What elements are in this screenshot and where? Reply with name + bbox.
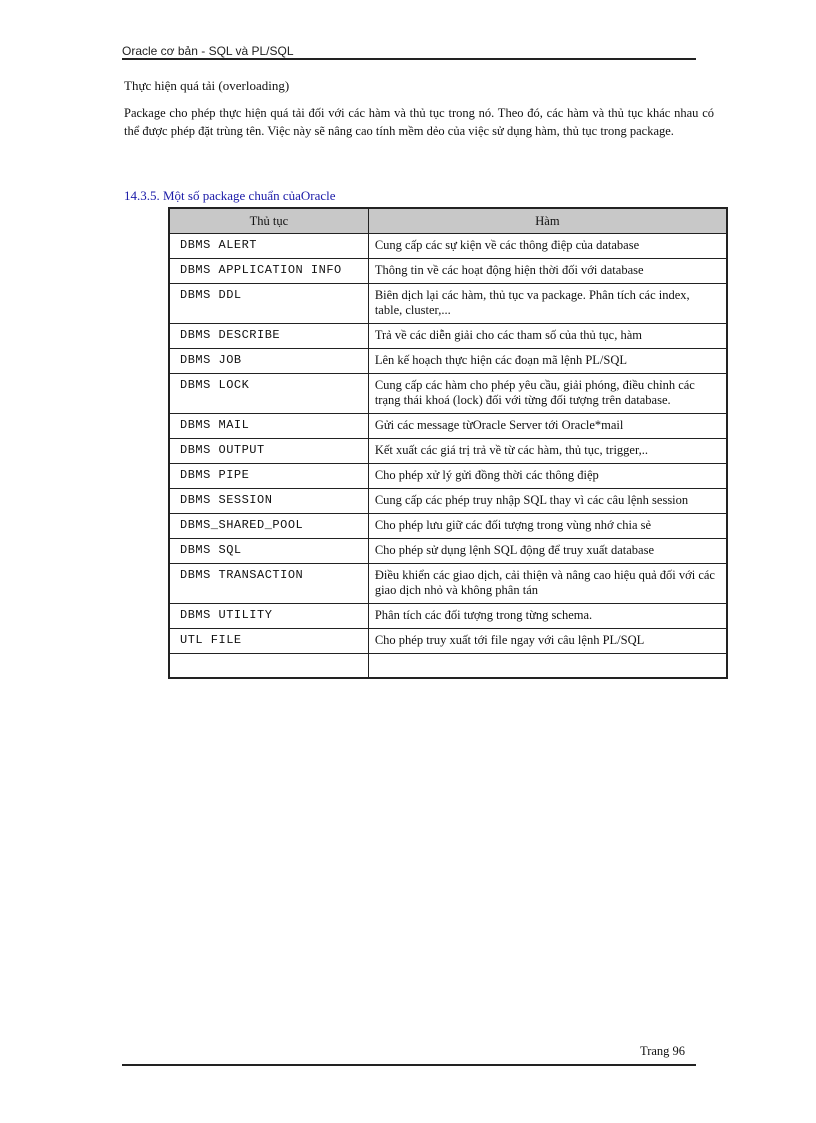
function-cell: Phân tích các đối tượng trong từng schema.: [368, 604, 727, 629]
function-cell: Kết xuất các giá trị trả về từ các hàm, thủ tục, trigger,..: [368, 439, 727, 464]
procedure-cell: DBMS DDL: [169, 284, 368, 324]
function-cell: Gửi các message từOracle Server tới Oracle*mail: [368, 414, 727, 439]
table-row: [169, 564, 727, 604]
table-row: [169, 374, 727, 414]
table-row: [169, 349, 727, 374]
function-cell: Thông tin về các hoạt động hiện thời đối với database: [368, 259, 727, 284]
function-cell: Lên kế hoạch thực hiện các đoạn mã lệnh PL/SQL: [368, 349, 727, 374]
body-paragraph: Package cho phép thực hiện quá tải đối với các hàm và thủ tục trong nó. Theo đó, các hàm và thủ tục khác nhau có thể được phép đặt trùng tên. Việc này sẽ nâng cao tính mềm dẻo của việc sử dụng hàm, thủ tục trong package.: [124, 106, 714, 138]
procedure-cell: DBMS MAIL: [169, 414, 368, 439]
procedure-cell: DBMS ALERT: [169, 234, 368, 259]
function-cell: Trả về các diễn giải cho các tham số của thủ tục, hàm: [368, 324, 727, 349]
table-row: [169, 464, 727, 489]
table-row: [169, 259, 727, 284]
procedure-cell: DBMS LOCK: [169, 374, 368, 414]
page-header: Oracle cơ bản - SQL và PL/SQL: [122, 44, 696, 60]
table-row: [169, 514, 727, 539]
function-cell: Cung cấp các phép truy nhập SQL thay vì các câu lệnh session: [368, 489, 727, 514]
function-cell: Cho phép xử lý gửi đồng thời các thông điệp: [368, 464, 727, 489]
table-row: [169, 234, 727, 259]
procedure-cell: DBMS SQL: [169, 539, 368, 564]
table-row: [169, 629, 727, 654]
footer-divider: [122, 1064, 696, 1066]
procedure-cell: DBMS TRANSACTION: [169, 564, 368, 604]
function-cell-empty: [368, 654, 727, 679]
table-row: [169, 539, 727, 564]
function-cell: Cho phép sử dụng lệnh SQL động để truy xuất database: [368, 539, 727, 564]
procedure-cell: UTL FILE: [169, 629, 368, 654]
table-row-empty: [169, 654, 727, 679]
subsection-title: 14.3.5. Một số package chuẩn củaOracle: [124, 188, 336, 203]
procedure-cell-empty: [169, 654, 368, 679]
procedure-cell: DBMS DESCRIBE: [169, 324, 368, 349]
function-cell: Cung cấp các hàm cho phép yêu cầu, giải phóng, điều chỉnh các trạng thái khoá (lock) đối với từng đối tượng trên database.: [368, 374, 727, 414]
table-row: [169, 324, 727, 349]
procedure-cell: DBMS JOB: [169, 349, 368, 374]
page-number: Trang 96: [640, 1044, 686, 1058]
package-table: [168, 207, 728, 679]
table-header-row: [169, 208, 727, 234]
table-row: [169, 414, 727, 439]
procedure-cell: DBMS_SHARED_POOL: [169, 514, 368, 539]
function-cell: Cho phép truy xuất tới file ngay với câu lệnh PL/SQL: [368, 629, 727, 654]
procedure-cell: DBMS UTILITY: [169, 604, 368, 629]
procedure-cell: DBMS APPLICATION INFO: [169, 259, 368, 284]
function-cell: Biên dịch lại các hàm, thủ tục va package. Phân tích các index, table, cluster,...: [368, 284, 727, 324]
table-row: [169, 284, 727, 324]
table-row: [169, 439, 727, 464]
column-header-function: Hàm: [368, 208, 727, 234]
column-header-procedure: Thủ tục: [169, 208, 368, 234]
function-cell: Điều khiển các giao dịch, cải thiện và nâng cao hiệu quả đối với các giao dịch nhỏ và không phân tán: [368, 564, 727, 604]
function-cell: Cung cấp các sự kiện về các thông điệp của database: [368, 234, 727, 259]
function-cell: Cho phép lưu giữ các đối tượng trong vùng nhớ chia sẻ: [368, 514, 727, 539]
section-title: Thực hiện quá tải (overloading): [124, 78, 290, 93]
table-row: [169, 489, 727, 514]
table-row: [169, 604, 727, 629]
procedure-cell: DBMS SESSION: [169, 489, 368, 514]
procedure-cell: DBMS PIPE: [169, 464, 368, 489]
procedure-cell: DBMS OUTPUT: [169, 439, 368, 464]
